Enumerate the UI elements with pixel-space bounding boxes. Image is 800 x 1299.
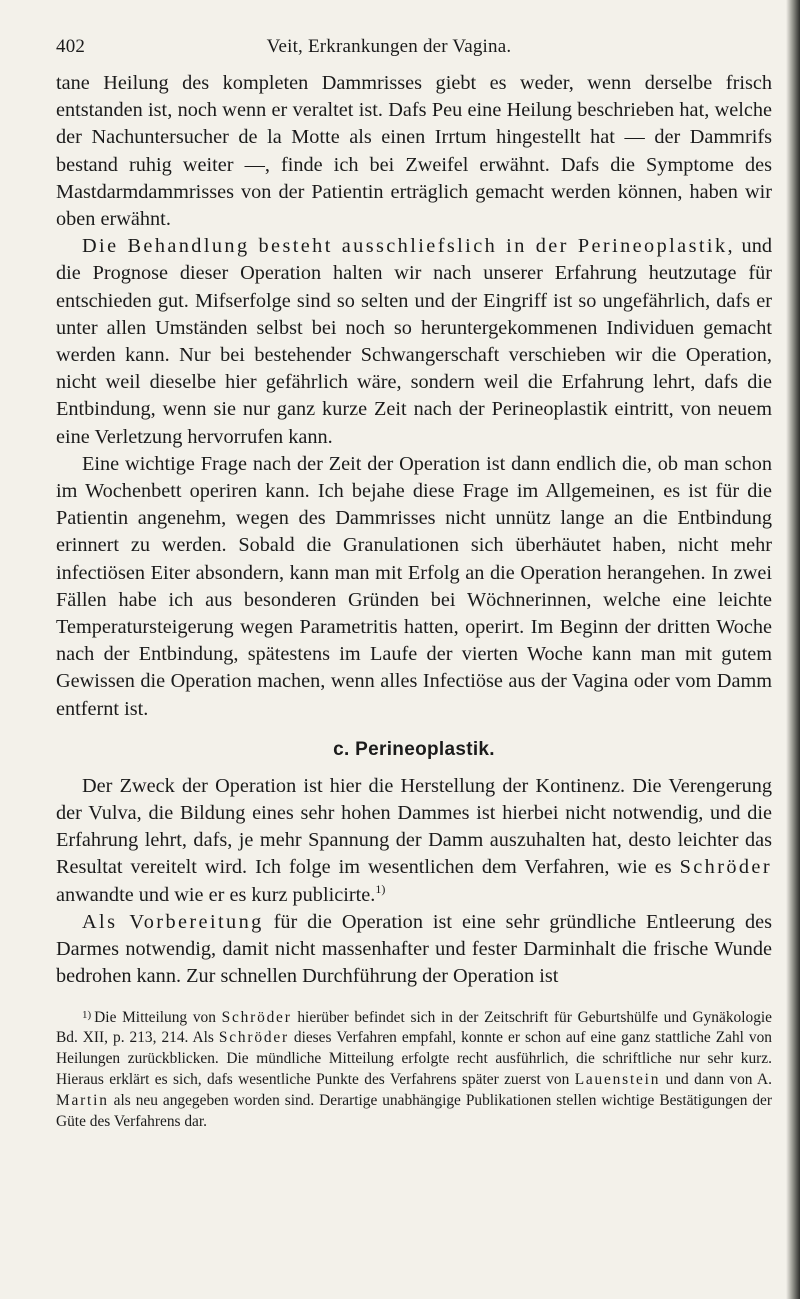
- footnote-text: und dann von A.: [660, 1071, 773, 1089]
- running-title: Veit, Erkrankungen der Vagina.: [266, 36, 512, 57]
- book-page: [56, 36, 772, 1133]
- paragraph-text: anwandte und wie er es kurz publicirte.: [56, 883, 376, 906]
- paragraph-text: und die Prognose dieser Operation halten wir nach unserer Erfahrung heutzutage für entschieden gut. Mifserfolge sind so selten und der Eingriff ist so ungefährlich, dafs er unter allen Umständen selbst bei noch so heruntergekommenen Individuen gemacht werden kann. Nur bei bestehender Schwangerschaft verschieben wir die Operation, nicht weil dieselbe hier gefährlich wäre, sondern weil die Erfahrung lehrt, dafs die Entbindung, wenn sie nur ganz kurze Zeit nach der Perineoplastik eintritt, von neuem eine Verletzung hervorrufen kann.: [56, 235, 772, 448]
- author-name: Schröder: [679, 856, 772, 879]
- footnotes: [56, 1005, 772, 1133]
- page-edge-shadow: [786, 0, 800, 1299]
- footnote: [56, 1005, 772, 1133]
- footnote-text: dieses Verfahren empfahl, konnte er schon auf eine ganz stattliche Zahl von Heilungen zurückblicken. Die mündliche Mitteilung erfolgte recht ausführlich, die schriftliche nur sehr kurz. Hieraus erklärt es sich, dafs wesentliche Punkte des Verfahrens später zuerst von: [56, 1029, 772, 1089]
- paragraph: [56, 233, 772, 451]
- author-name: Lauenstein: [574, 1071, 661, 1089]
- main-text: [56, 70, 772, 991]
- paragraph-text: Eine wichtige Frage nach der Zeit der Operation ist dann endlich die, ob man schon im Wochenbett operiren kann. Ich bejahe diese Frage im Allgemeinen, es ist für die Patientin angenehm, wegen des Dammrisses nicht unnütz lange an die Entbindung erinnert zu werden. Sobald die Granulationen sich überhäutet haben, nicht mehr infectiösen Eiter absondern, kann man mit Erfolg an die Operation herangehen. In zwei Fällen habe ich aus besonderen Gründen bei Wöchnerinnen, welche eine leichte Temperatursteigerung wegen Parametritis hatten, operirt. Im Beginn der dritten Woche nach der Entbindung, spätestens im Laufe der vierten Woche kann man mit gutem Gewissen die Operation machen, wenn alles Infectiöse aus der Vagina oder vom Damm entfernt ist.: [56, 452, 772, 720]
- footnote-reference[interactable]: 1): [375, 881, 386, 896]
- author-name: Schröder: [218, 1029, 289, 1047]
- footnote-text: Die Mitteilung von: [94, 1008, 222, 1026]
- section-heading: c. Perineoplastik.: [333, 738, 495, 760]
- emphasis-text: Als Vorbereitung: [82, 910, 264, 933]
- footnote-marker: 1): [82, 1008, 92, 1021]
- paragraph-text: Der Zweck der Operation ist hier die Herstellung der Kontinenz. Die Verengerung der Vulva, die Bildung eines sehr hohen Dammes ist hierbei nicht notwendig, und die Erfahrung lehrt, dafs, je mehr Spannung der Damm auszuhalten hat, desto leichter das Resultat vereitelt wird. Ich folge im wesentlichen dem Verfahren, wie es: [56, 774, 772, 879]
- footnote-text: hierüber befindet sich in der Zeitschrift für Geburtshülfe und Gynäkologie Bd. XII, p. 213, 214. Als: [56, 1008, 772, 1047]
- paragraph: [56, 909, 772, 991]
- running-header: [56, 36, 772, 70]
- emphasis-text: Die Behandlung besteht ausschliefslich in der Perineoplastik,: [82, 235, 735, 258]
- paragraph-text: für die Operation ist eine sehr gründliche Entleerung des Darmes notwendig, damit nicht massenhafter und fester Darminhalt die frische Wunde bedrohen kann. Zur schnellen Durchführung der Operation ist: [56, 910, 772, 988]
- paragraph: [56, 451, 772, 723]
- footnote-text: als neu angegeben worden sind. Derartige unabhängige Publikationen stellen wichtige Bestätigungen der Güte des Verfahrens dar.: [56, 1092, 772, 1131]
- paragraph: [56, 773, 772, 909]
- page-number: 402: [56, 36, 86, 57]
- author-name: Schröder: [221, 1008, 292, 1026]
- author-name: Martin: [56, 1092, 109, 1110]
- paragraph: [56, 70, 772, 233]
- paragraph-text: tane Heilung des kompleten Dammrisses giebt es weder, wenn derselbe frisch entstanden ist, noch wenn er veraltet ist. Dafs Peu eine Heilung beschrieben hat, welche der Nachuntersucher de la Motte als einen Irrtum hingestellt hat — der Dammrifs bestand ruhig weiter —, finde ich bei Zweifel erwähnt. Dafs die Symptome des Mastdarmdammrisses von der Patientin erträglich gemacht werden können, haben wir oben erwähnt.: [56, 72, 772, 231]
